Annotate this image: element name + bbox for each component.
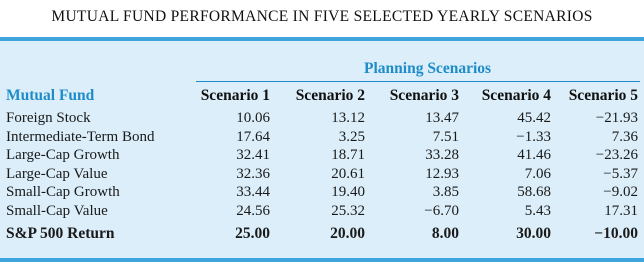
table-cell: 32.41 xyxy=(236,147,270,164)
table-cell: 20.61 xyxy=(331,165,365,182)
table-cell: 32.36 xyxy=(236,165,270,182)
table-cell: −5.37 xyxy=(603,165,638,182)
table-title: MUTUAL FUND PERFORMANCE IN FIVE SELECTED YEARLY SCENARIOS xyxy=(51,8,593,25)
fund-name: Small-Cap Value xyxy=(6,202,108,219)
fund-name: Large-Cap Value xyxy=(6,165,108,182)
table-cell: −23.26 xyxy=(595,147,638,164)
table-cell: 13.47 xyxy=(425,110,459,126)
column-header-scenario-1: Scenario 1 xyxy=(200,87,270,104)
table-cell: 10.06 xyxy=(236,110,270,126)
table-cell: −9.02 xyxy=(603,184,638,201)
table-cell: 58.68 xyxy=(517,184,551,201)
table-cell: 45.42 xyxy=(517,110,551,126)
table-row xyxy=(0,203,644,222)
table-cell: 19.40 xyxy=(331,184,365,201)
table-cell: 3.85 xyxy=(432,184,459,201)
table-cell: 5.43 xyxy=(524,202,551,219)
table-cell: 7.06 xyxy=(524,165,551,182)
table-cell: 18.71 xyxy=(331,147,365,164)
table-row xyxy=(0,184,644,203)
table-cell: −6.70 xyxy=(424,202,459,219)
table-cell: 7.36 xyxy=(611,128,638,145)
column-header-scenario-4: Scenario 4 xyxy=(481,87,551,104)
table-row xyxy=(0,166,644,185)
table-cell: −10.00 xyxy=(594,225,638,242)
table-cell: 30.00 xyxy=(516,225,551,242)
fund-name: Large-Cap Growth xyxy=(6,147,120,164)
table-cell: −1.33 xyxy=(516,128,551,145)
column-header-scenario-5: Scenario 5 xyxy=(568,87,638,104)
fund-name: Foreign Stock xyxy=(6,110,91,126)
table-cell: 17.31 xyxy=(604,202,638,219)
table-cell: 41.46 xyxy=(517,147,551,164)
table-row xyxy=(0,129,644,148)
fund-name: Intermediate-Term Bond xyxy=(6,128,155,145)
table-cell: 25.32 xyxy=(331,202,365,219)
table-row xyxy=(0,110,644,129)
table-row xyxy=(0,147,644,166)
table-cell: 20.00 xyxy=(330,225,365,242)
fund-name: Small-Cap Growth xyxy=(6,184,120,201)
table-cell: 17.64 xyxy=(236,128,270,145)
table-cell: 8.00 xyxy=(431,225,459,242)
table-body xyxy=(0,110,644,222)
sp500-return-row xyxy=(0,225,644,244)
table-cell: 25.00 xyxy=(235,225,270,242)
column-header-scenario-2: Scenario 2 xyxy=(295,87,365,104)
planning-scenarios-header: Planning Scenarios xyxy=(364,60,492,77)
group-header-underline xyxy=(196,81,640,82)
sp500-return-label: S&P 500 Return xyxy=(6,225,115,242)
bottom-rule xyxy=(0,258,644,262)
mutual-fund-header: Mutual Fund xyxy=(6,87,95,104)
table-cell: 24.56 xyxy=(236,202,270,219)
table-cell: −21.93 xyxy=(595,110,638,126)
table-cell: 3.25 xyxy=(338,128,365,145)
table-cell: 33.28 xyxy=(425,147,459,164)
table-cell: 12.93 xyxy=(425,165,459,182)
table-cell: 33.44 xyxy=(236,184,270,201)
table-cell: 13.12 xyxy=(331,110,365,126)
table-cell: 7.51 xyxy=(432,128,459,145)
column-header-scenario-3: Scenario 3 xyxy=(389,87,459,104)
